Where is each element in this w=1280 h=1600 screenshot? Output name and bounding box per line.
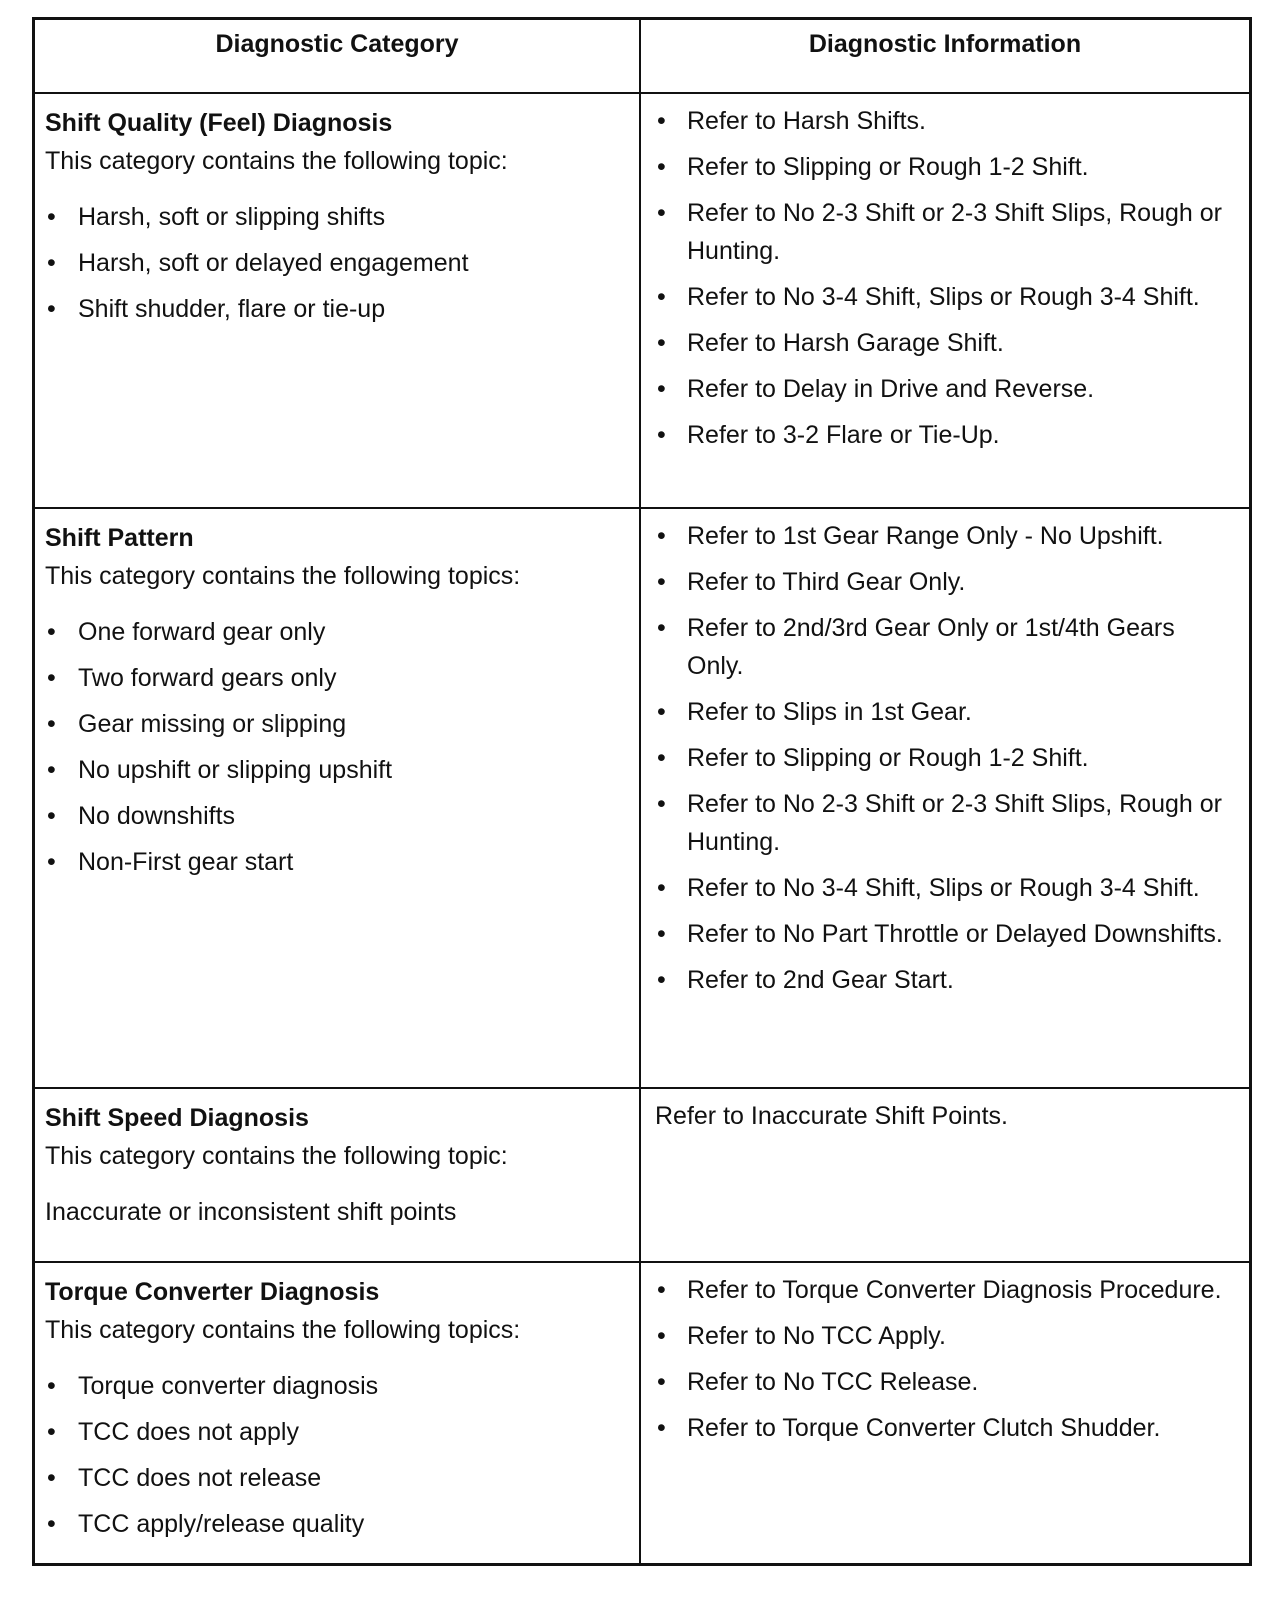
topic-item: • Harsh, soft or slipping shifts [45,202,629,232]
info-item: • Refer to 2nd/3rd Gear Only or 1st/4th Gears Only. [655,609,1235,685]
info-item: • Refer to No TCC Apply. [655,1317,1235,1355]
info-item: • Refer to 1st Gear Range Only - No Upshift. [655,517,1235,555]
table-row [35,1261,1249,1563]
information-cell [641,1089,1249,1261]
info-item: • Refer to 2nd Gear Start. [655,961,1235,999]
category-description: This category contains the following topics: [45,562,521,590]
topic-item: • TCC does not apply [45,1417,629,1447]
topic-list [45,202,629,324]
category-title: Shift Quality (Feel) Diagnosis [45,109,393,137]
category-title: Torque Converter Diagnosis [45,1278,380,1306]
info-item: • Refer to No TCC Release. [655,1363,1235,1401]
category-cell [35,94,641,507]
info-item: • Refer to Slipping or Rough 1-2 Shift. [655,148,1235,186]
topic-item: • No upshift or slipping upshift [45,755,629,785]
information-cell [641,509,1249,1087]
table-row [35,1087,1249,1261]
topic-item: • One forward gear only [45,617,629,647]
info-item: • Refer to Delay in Drive and Reverse. [655,370,1235,408]
category-description: This category contains the following topic: [45,147,508,175]
info-item: • Refer to Harsh Shifts. [655,102,1235,140]
header-diagnostic-information: Diagnostic Information [808,30,1082,58]
table-row [35,92,1249,507]
info-item: • Refer to Harsh Garage Shift. [655,324,1235,362]
info-item: • Refer to No 3-4 Shift, Slips or Rough 3-4 Shift. [655,278,1235,316]
category-description: This category contains the following topics: [45,1316,521,1344]
table-header-row [35,20,1249,92]
topic-list [45,617,629,877]
topic-item: • Shift shudder, flare or tie-up [45,294,629,324]
category-description: This category contains the following topic: [45,1142,508,1170]
topic-item: • TCC apply/release quality [45,1509,629,1539]
topic-item: • Torque converter diagnosis [45,1371,629,1401]
info-item: • Refer to No 2-3 Shift or 2-3 Shift Slips, Rough or Hunting. [655,194,1235,270]
information-cell [641,94,1249,507]
category-title: Shift Speed Diagnosis [45,1104,309,1132]
info-item: • Refer to No 2-3 Shift or 2-3 Shift Slips, Rough or Hunting. [655,785,1235,861]
info-item: • Refer to No 3-4 Shift, Slips or Rough 3-4 Shift. [655,869,1235,907]
category-cell [35,1089,641,1261]
topic-item: • TCC does not release [45,1463,629,1493]
info-item: • Refer to 3-2 Flare or Tie-Up. [655,416,1235,454]
info-list [655,102,1235,454]
info-item: • Refer to No Part Throttle or Delayed Downshifts. [655,915,1235,953]
diagnostic-table [32,17,1252,1566]
info-item: • Refer to Third Gear Only. [655,563,1235,601]
info-item: • Refer to Slips in 1st Gear. [655,693,1235,731]
topic-item: • Harsh, soft or delayed engagement [45,248,629,278]
topic-item: • Gear missing or slipping [45,709,629,739]
information-cell [641,1263,1249,1563]
topic-item: • Two forward gears only [45,663,629,693]
info-item: • Refer to Torque Converter Diagnosis Procedure. [655,1271,1235,1309]
category-cell [35,509,641,1087]
info-item: • Refer to Torque Converter Clutch Shudder. [655,1409,1235,1447]
info-item: Refer to Inaccurate Shift Points. [655,1102,1008,1130]
category-title: Shift Pattern [45,524,194,552]
topic-item: Inaccurate or inconsistent shift points [45,1198,457,1226]
category-cell [35,1263,641,1563]
info-list [655,1271,1235,1447]
header-diagnostic-category: Diagnostic Category [35,20,641,92]
topic-item: • Non-First gear start [45,847,629,877]
topic-list [45,1371,629,1539]
topic-item: • No downshifts [45,801,629,831]
info-item: • Refer to Slipping or Rough 1-2 Shift. [655,739,1235,777]
table-row [35,507,1249,1087]
info-list [655,517,1235,999]
